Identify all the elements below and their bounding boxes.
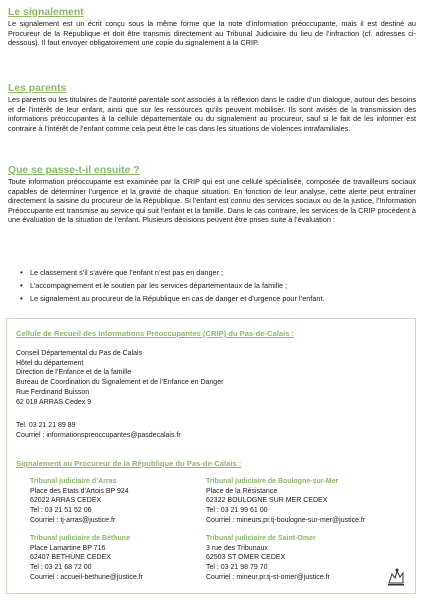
court-mail[interactable]: Courriel : mineurs.pr.tj-boulogne-sur-mer@justice.fr — [206, 516, 366, 524]
spacer — [16, 407, 223, 421]
court-boulogne — [206, 477, 365, 526]
court-mail[interactable]: Courriel : tj-arras@justice.fr — [30, 516, 116, 524]
address-line: Direction de l’Enfance et de la famille — [16, 369, 132, 377]
court-line: 3 rue des Tribunaux — [206, 544, 268, 552]
court-line: 62022 ARRAS CEDEX — [30, 497, 102, 505]
department-logo-icon — [385, 565, 407, 587]
court-bethune — [30, 534, 143, 583]
section-text: Les parents ou les titulaires de l’autorité parentale sont associés à la réflexion dans le cadre d’un dialogue, autour des besoins et de l’intérêt de leur enfant, ainsi que sur les ressources qu’ils peuvent mobiliser. Ils sont avisés de la transmission des informations préoccupantes à la cellule départementale ou du signalement au procureur, sauf si le fait de les informer est contraire à l’intérêt de l’enfant comme cela peut être le cas dans les situations de violences intrafamiliales. — [8, 95, 416, 133]
section-suite — [8, 164, 416, 225]
section-title: Les parents — [8, 83, 67, 94]
court-line: Tel : 03 21 51 52 06 — [30, 507, 92, 515]
crip-mail[interactable]: Courriel : informationspreoccupantes@pasdecalais.fr — [16, 431, 181, 439]
decision-list — [20, 266, 410, 305]
section-text: Toute information préoccupante est examinée par la CRIP qui est une cellule spécialisée, composée de travailleurs sociaux capables de déterminer l’urgence et la gravité de chaque situation. En fonction de leur analyse, cette alerte peut entraîner directement la saisine du procureur de la République. Si l’enfant est connu des services sociaux ou de la justice, l’Information Préoccupante est transmise au service qui suit l’enfant et la famille. Dans le cas contraire, les services de la CRIP procèdent à une évaluation de la situation de l’enfant. Plusieurs décisions peuvent être prises suite à l’évaluation : — [8, 177, 416, 225]
crip-address — [16, 349, 223, 441]
bullet-icon: • — [20, 294, 23, 303]
court-line: Place des Etats d’Artois BP 924 — [30, 487, 129, 495]
address-line: Conseil Départemental du Pas de Calais — [16, 350, 143, 357]
court-saint-omer — [206, 534, 330, 583]
bullet-icon: • — [20, 281, 23, 290]
court-name: Tribunal judiciaire de Saint-Omer — [206, 535, 316, 542]
contacts-box — [6, 318, 416, 594]
court-mail[interactable]: Courriel : mineur.pr.tj-st-omer@justice.fr — [206, 573, 330, 581]
bullet-icon: • — [20, 268, 23, 277]
address-line: Bureau de Coordination du Signalement et de l’Enfance en Danger — [16, 379, 224, 387]
address-line: Hôtel du département — [16, 359, 84, 367]
section-title: Le signalement — [8, 7, 84, 18]
court-line: Place de la Résistance — [206, 487, 278, 495]
section-parents — [8, 82, 416, 133]
court-line: 62407 BETHUNE CEDEX — [30, 554, 111, 562]
court-line: 62503 ST OMER CEDEX — [206, 554, 286, 562]
address-line: Rue Ferdinand Buisson — [16, 388, 90, 396]
section-text: Le signalement est un écrit conçu sous la même forme que la note d’information préoccupante, mais il est destiné au Procureur de la République et doit être transmis directement au Tribunal Judiciaire du lieu de l’infraction (cf. adresses ci-dessous). Il faut envoyer obligatoirement une copie du signalement à la CRIP. — [8, 19, 416, 48]
court-line: 62322 BOULOGNE SUR MER CEDEX — [206, 497, 328, 505]
court-line: Place Lamartine BP 716 — [30, 544, 106, 552]
procureur-title: Signalement au Procureur de la République du Pas-de-Calais : — [16, 459, 242, 468]
court-name: Tribunal judiciaire de Béthune — [30, 535, 130, 542]
section-title: Que se passe-t-il ensuite ? — [8, 165, 140, 176]
court-name: Tribunal judiciaire d’Arras — [30, 478, 117, 485]
crip-title: Cellule de Recueil des Informations Préoccupantes (CRIP) du Pas-de-Calais : — [16, 329, 295, 338]
crip-tel: Tel. 03 21 21 89 89 — [16, 422, 76, 430]
list-item: • Le signalement au procureur de la République en cas de danger et d’urgence pour l’enfant. — [20, 294, 325, 303]
court-line: Tel : 03 21 99 61 00 — [206, 507, 268, 515]
list-item: • Le classement s’il s’avère que l’enfant n’est pas en danger ; — [20, 268, 224, 277]
court-line: Tel : 03 21 68 72 00 — [30, 564, 92, 572]
address-line: 62 018 ARRAS Cedex 9 — [16, 398, 92, 406]
court-name: Tribunal judiciaire de Boulogne-sur-Mer — [206, 478, 339, 485]
section-signalement — [8, 6, 416, 48]
court-line: Tel : 03 21 98 79 70 — [206, 564, 268, 572]
court-arras — [30, 477, 129, 526]
list-item: • L’accompagnement et le soutien par les services départementaux de la famille ; — [20, 281, 288, 290]
court-mail[interactable]: Courriel : accueil-bethune@justice.fr — [30, 573, 143, 581]
